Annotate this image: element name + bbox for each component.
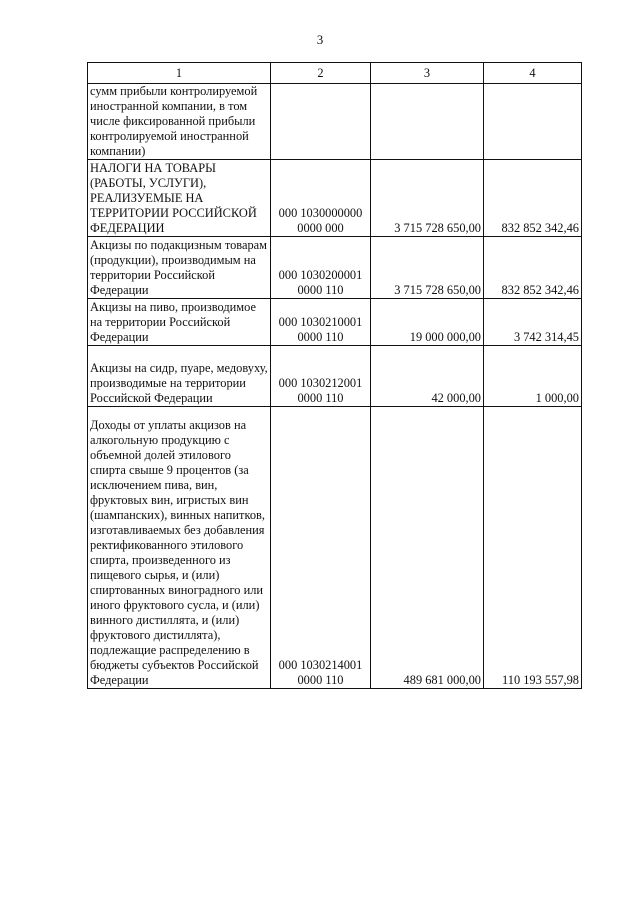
row-code — [271, 237, 371, 299]
page-number: 3 — [316, 32, 324, 47]
row-amount-actual: 832 852 342,46 — [484, 160, 582, 237]
table-row — [88, 299, 582, 346]
row-amount-actual: 1 000,00 — [484, 346, 582, 407]
revenue-table — [87, 62, 582, 689]
table-row — [88, 160, 582, 237]
row-name: Акцизы по подакцизным товарам (продукции), производимым на территории Российской Федерации — [88, 237, 271, 299]
row-amount-actual: 832 852 342,46 — [484, 237, 582, 299]
row-amount-plan: 3 715 728 650,00 — [371, 160, 484, 237]
row-code-line2: 0000 110 — [297, 330, 344, 344]
row-name: сумм прибыли контролируемой иностранной компании, в том числе фиксированной прибыли контролируемой иностранной компании) — [88, 84, 271, 160]
row-code — [271, 160, 371, 237]
column-header-1: 1 — [88, 63, 271, 84]
row-amount-actual: 110 193 557,98 — [484, 407, 582, 689]
row-amount-actual: 3 742 314,45 — [484, 299, 582, 346]
row-code-line2: 0000 000 — [297, 221, 344, 235]
row-code — [271, 346, 371, 407]
row-amount-plan: 489 681 000,00 — [371, 407, 484, 689]
row-amount-plan: 19 000 000,00 — [371, 299, 484, 346]
row-code-line2: 0000 110 — [297, 391, 344, 405]
table-row — [88, 237, 582, 299]
row-name: НАЛОГИ НА ТОВАРЫ (РАБОТЫ, УСЛУГИ), РЕАЛИЗУЕМЫЕ НА ТЕРРИТОРИИ РОССИЙСКОЙ ФЕДЕРАЦИИ — [88, 160, 271, 237]
row-code-line1: 000 1030212001 — [278, 376, 363, 390]
table-row — [88, 407, 582, 689]
row-code-line1: 000 1030214001 — [278, 658, 363, 672]
row-code — [271, 84, 371, 160]
table-row — [88, 84, 582, 160]
row-amount-plan: 42 000,00 — [371, 346, 484, 407]
column-header-2: 2 — [271, 63, 371, 84]
row-code — [271, 299, 371, 346]
row-code-line1: 000 1030210001 — [278, 315, 363, 329]
row-code-line1: 000 1030000000 — [278, 206, 363, 220]
column-header-4: 4 — [484, 63, 582, 84]
row-name: Акцизы на сидр, пуаре, медовуху, производимые на территории Российской Федерации — [88, 346, 271, 407]
row-amount-plan — [371, 84, 484, 160]
row-code-line2: 0000 110 — [297, 283, 344, 297]
row-name: Акцизы на пиво, производимое на территории Российской Федерации — [88, 299, 271, 346]
row-code-line2: 0000 110 — [297, 673, 344, 687]
row-name: Доходы от уплаты акцизов на алкогольную продукцию с объемной долей этилового спирта свыше 9 процентов (за исключением пива, вин, фруктовых вин, игристых вин (шампанских), винных напитков, изготавливаемых без добавления ректификованного этилового спирта, произведенного из пищевого сырья, и (или) спиртованных виноградного или иного фруктового сусла, и (или) винного дистиллята, и (или) фруктового дистиллята), подлежащие распределению в бюджеты субъектов Российской Федерации — [88, 407, 271, 689]
column-header-3: 3 — [371, 63, 484, 84]
table-row — [88, 346, 582, 407]
row-amount-plan: 3 715 728 650,00 — [371, 237, 484, 299]
table-header-row — [88, 63, 582, 84]
row-amount-actual — [484, 84, 582, 160]
row-code — [271, 407, 371, 689]
row-code-line1: 000 1030200001 — [278, 268, 363, 282]
